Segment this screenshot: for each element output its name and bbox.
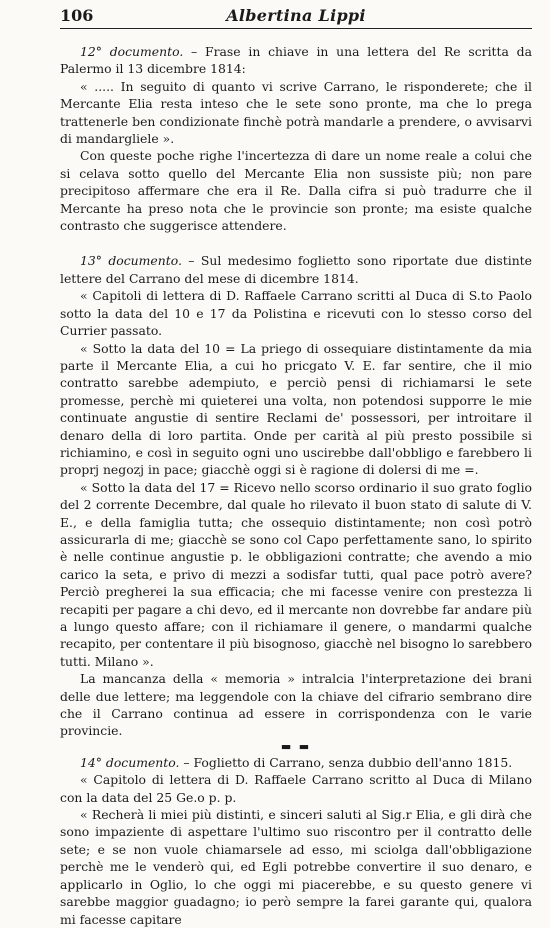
doc13-commentary: La mancanza della « memoria » intralcia l'interpretazione dei brani delle due lettere; ma leggendole con la chiave del cifrario sembrano dire che il Carrano continua ad essere in corrispondenza con le varie provincie. — [60, 671, 532, 739]
doc12-quote: « ..... In seguito di quanto vi scrive Carrano, le risponderete; che il Mercante Elia resta inteso che le sete sono pronte, ma che lo prega trattenerle ben condizionate finchè potrà mandarle a prendere, o avvisarvi di mandargliele ». — [60, 78, 532, 147]
doc12-label: 12° documento. — [80, 44, 184, 59]
section-separator: ▬ ▬ — [280, 739, 312, 753]
doc13-intro: – Sul medesimo foglietto sono riportate due distinte lettere del Carrano del mese di dicembre 1814. — [60, 253, 532, 286]
section-gap — [60, 234, 532, 252]
doc14-intro: – Foglietto di Carrano, senza dubbio dell'anno 1815. — [179, 754, 513, 770]
doc13-heading — [60, 252, 532, 287]
doc12-intro: – Frase in chiave in una lettera del Re scritta da Palermo il 13 dicembre 1814: — [60, 44, 532, 77]
page-number: 106 — [60, 6, 94, 25]
doc14-label: 14° documento. — [80, 754, 180, 770]
running-title: Albertina Lippi — [226, 6, 366, 25]
doc12-commentary: Con queste poche righe l'incertezza di dare un nome reale a colui che si celava sotto quello del Mercante Elia non sussiste più; non pare precipitoso affermare che era il Re. Dalla cifra si può tradurre che il Mercante ha preso nota che le provincie son pronte; ma esiste qualche contrasto che suggerisce attendere. — [60, 148, 532, 234]
doc13-quote-1: « Capitoli di lettera di D. Raffaele Carrano scritti al Duca di S.to Paolo sotto la data del 10 e 17 da Polistina e ricevuti con lo stesso corso del Currier passato. — [60, 288, 532, 339]
body-text — [60, 43, 532, 928]
doc14-heading — [60, 754, 532, 771]
running-header — [60, 4, 532, 29]
doc13-quote-3: « Sotto la data del 17 = Ricevo nello scorso ordinario il suo grato foglio del 2 corrente Decembre, dal quale ho rilevato il buon stato di salute di V. E., e della famiglia tutta; che ossequio distintamente; non così potrò assicurarla di me; giacchè se sono col Capo perfettamente sano, lo spirito è nelle continue angustie p. le obbligazioni contratte; che avendo a mio carico la seta, e privo di mezzi a sodisfar tutti, qual pace potrò avere? Perciò pregherei la sua efficacia; che mi facesse venire con prestezza li recapiti per pagare a chi devo, ed il mercante non dovrebbe far andare più a lungo questo affare; con il richiamare il genere, o mandarmi qualche recapito, per contentare il più bisognoso, giacchè nel bisogno lo sarebbero tutti. Milano ». — [60, 479, 532, 669]
doc14-quote-2: « Recherà li miei più distinti, e sinceri saluti al Sig.r Elia, e gli dirà che sono impaziente di aspettare l'ultimo suo riscontro per il contratto delle sete; e se non vuole chiamarsele ad esso, mi sciolga dall'obbligazione perchè me le venderò qui, ed Egli potrebbe convertire il suo denaro, e applicarlo in Oglio, lo che oggi mi piacerebbe, e su questo genere vi sarebbe maggior guadagno; io però sempre la farei garante qui, qualora mi facesse capitare — [60, 807, 532, 927]
doc12-heading — [60, 43, 532, 78]
doc13-label: 13° documento. — [80, 253, 182, 269]
doc13-quote-2: « Sotto la data del 10 = La priego di ossequiare distintamente da mia parte il Mercante Elia, a cui ho pricgato V. E. far sentire, che il mio contratto sarebbe adempiuto, e perciò pensi di richiamarsi le sete promesse, perchè mi quieterei una volta, non potendosi supporre le mie continuate angustie di sentire Reclami de' possessori, per introitare il denaro della di loro partita. Onde per carità al più presto possibile si richiamino, e così in seguito ogni uno uscirebbe dall'obbligo e farebbero li proprj negozj in pace; giacchè oggi si è ragione di dolersi di me =. — [60, 340, 532, 478]
doc14-quote-1: « Capitolo di lettera di D. Raffaele Carrano scritto al Duca di Milano con la data del 25 Ge.o p. p. — [60, 772, 532, 805]
